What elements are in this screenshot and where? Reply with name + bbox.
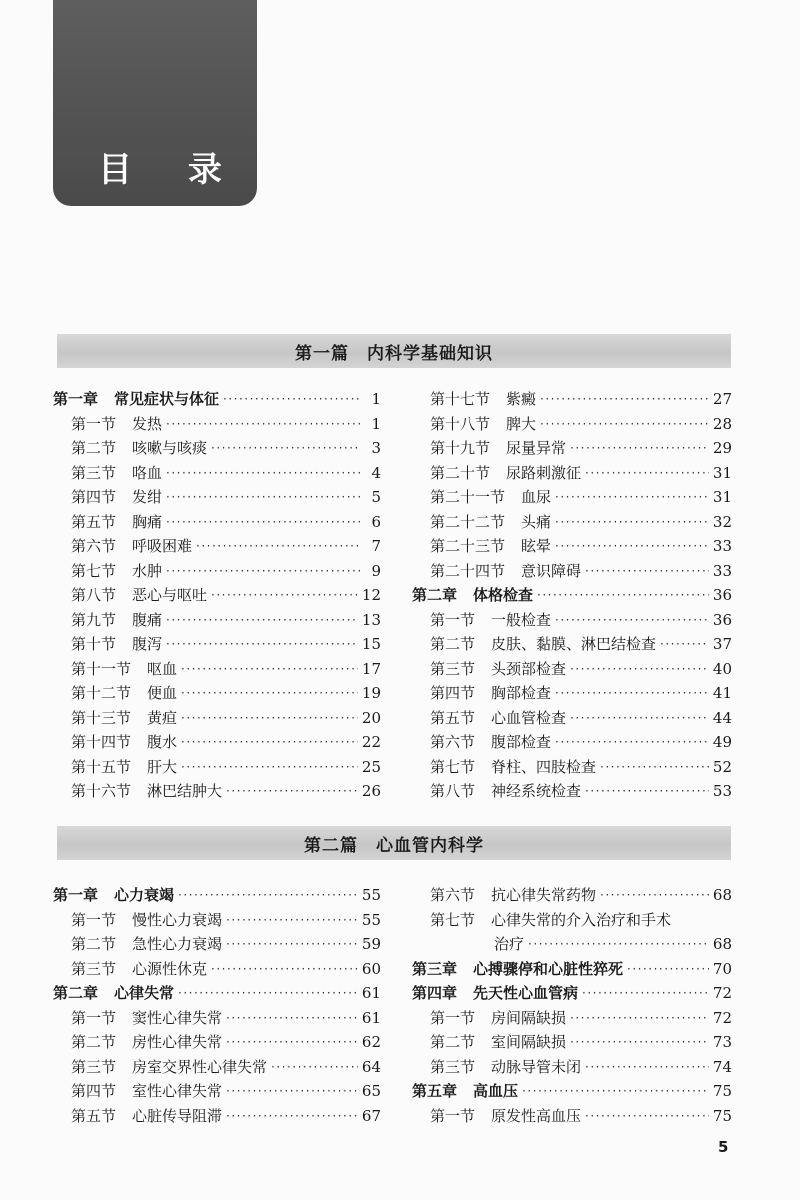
leader-dots — [211, 437, 361, 459]
entry-title: 常见症状与体征 — [114, 390, 220, 408]
entry-label: 第二十一节 — [430, 488, 506, 506]
entry-title: 腹水 — [147, 733, 178, 751]
toc-chapter-entry[interactable] — [412, 958, 732, 980]
entry-page-number: 26 — [361, 782, 381, 800]
entry-label: 第一章 — [53, 390, 99, 408]
leader-dots — [660, 633, 709, 655]
entry-title: 淋巴结肿大 — [147, 782, 223, 800]
entry-page-number: 6 — [371, 512, 381, 531]
leader-dots — [223, 388, 361, 410]
entry-label: 第二章 — [412, 586, 458, 604]
entry-title: 紫癜 — [506, 390, 537, 408]
leader-dots — [585, 1105, 709, 1127]
entry-page-number: 33 — [712, 561, 732, 580]
entry-title: 血尿 — [521, 488, 552, 506]
entry-title: 头痛 — [521, 512, 552, 531]
entry-page-number: 12 — [361, 586, 381, 604]
entry-label: 第三节 — [71, 959, 117, 978]
entry-label: 第三节 — [430, 659, 476, 678]
toc-section-entry[interactable] — [53, 486, 381, 508]
toc-heading: 目 录 — [98, 150, 244, 190]
entry-page-number: 36 — [712, 610, 732, 629]
toc-section-entry[interactable] — [412, 909, 732, 931]
entry-page-number: 28 — [712, 414, 732, 433]
leader-dots — [181, 756, 358, 778]
entry-label: 第二节 — [71, 439, 117, 457]
entry-page-number: 67 — [361, 1106, 381, 1125]
entry-page-number: 40 — [712, 659, 732, 678]
entry-page-number: 59 — [361, 935, 381, 953]
leader-dots — [570, 1007, 709, 1029]
entry-page-number: 31 — [712, 488, 732, 506]
entry-title: 呕血 — [147, 659, 178, 678]
entry-page-number: 20 — [361, 708, 381, 727]
leader-dots — [166, 609, 358, 631]
entry-title: 室性心律失常 — [132, 1082, 223, 1100]
leader-dots — [540, 413, 709, 435]
entry-label: 第二节 — [71, 935, 117, 953]
toc-section-entry[interactable] — [412, 388, 732, 410]
toc-section-entry[interactable] — [412, 511, 732, 533]
entry-title: 慢性心力衰竭 — [132, 910, 223, 929]
entry-page-number: 32 — [712, 512, 732, 531]
entry-title: 便血 — [147, 684, 178, 702]
entry-title: 原发性高血压 — [491, 1106, 582, 1125]
toc-section-entry[interactable] — [53, 1031, 381, 1053]
toc-section-entry[interactable] — [412, 756, 732, 778]
toc-section-entry[interactable] — [412, 1031, 732, 1053]
entry-page-number: 72 — [712, 984, 732, 1002]
entry-page-number: 60 — [361, 959, 381, 978]
entry-title: 心搏骤停和心脏性猝死 — [473, 959, 624, 978]
entry-page-number: 53 — [712, 782, 732, 800]
entry-label: 第十节 — [71, 635, 117, 653]
entry-label: 第一节 — [430, 1008, 476, 1027]
entry-page-number: 55 — [361, 910, 381, 929]
entry-title: 尿路刺激征 — [506, 463, 582, 482]
entry-page-number: 1 — [371, 414, 381, 433]
toc-section-entry[interactable] — [412, 413, 732, 435]
leader-dots — [555, 731, 709, 753]
entry-page-number: 9 — [371, 561, 381, 580]
entry-page-number: 70 — [712, 959, 732, 978]
toc-chapter-entry[interactable] — [412, 584, 732, 606]
part-one-header — [57, 334, 731, 368]
toc-section-entry[interactable] — [412, 462, 732, 484]
leader-dots — [226, 1080, 358, 1102]
entry-title: 高血压 — [473, 1082, 519, 1100]
entry-title: 房室交界性心律失常 — [132, 1057, 268, 1076]
entry-label: 第三节 — [71, 1057, 117, 1076]
entry-page-number: 62 — [361, 1033, 381, 1051]
entry-label: 第二节 — [71, 1033, 117, 1051]
toc-section-entry[interactable] — [53, 560, 381, 582]
toc-section-entry[interactable] — [412, 884, 732, 906]
entry-title: 房间隔缺损 — [491, 1008, 567, 1027]
entry-title: 恶心与呕吐 — [132, 586, 208, 604]
entry-label: 第五章 — [412, 1082, 458, 1100]
toc-chapter-entry[interactable] — [412, 1080, 732, 1102]
entry-page-number: 73 — [712, 1033, 732, 1051]
entry-title: 胸痛 — [132, 512, 163, 531]
leader-dots — [271, 1056, 358, 1078]
entry-page-number: 33 — [712, 537, 732, 555]
entry-title: 体格检查 — [473, 586, 534, 604]
leader-dots — [226, 933, 358, 955]
leader-dots — [570, 658, 709, 680]
entry-page-number: 65 — [361, 1082, 381, 1100]
entry-label: 第九节 — [71, 610, 117, 629]
leader-dots — [226, 780, 358, 802]
entry-label: 第五节 — [71, 1106, 117, 1125]
entry-title: 胸部检查 — [491, 684, 552, 702]
leader-dots — [181, 658, 358, 680]
leader-dots — [582, 982, 709, 1004]
leader-dots — [627, 958, 709, 980]
leader-dots — [600, 884, 709, 906]
entry-page-number: 7 — [371, 537, 381, 555]
leader-dots — [181, 707, 358, 729]
entry-label: 第二十二节 — [430, 512, 506, 531]
toc-section-entry[interactable] — [53, 511, 381, 533]
entry-page-number: 61 — [361, 1008, 381, 1027]
leader-dots — [555, 511, 709, 533]
entry-title: 心律失常的介入治疗和手术 — [491, 910, 672, 929]
leader-dots — [570, 437, 709, 459]
entry-label: 第七节 — [71, 561, 117, 580]
entry-title: 急性心力衰竭 — [132, 935, 223, 953]
leader-dots — [181, 682, 358, 704]
entry-label: 第一节 — [71, 414, 117, 433]
entry-title: 脊柱、四肢检查 — [491, 757, 597, 776]
entry-page-number: 1 — [371, 390, 381, 408]
toc-section-entry[interactable] — [53, 933, 381, 955]
entry-label: 第十二节 — [71, 684, 132, 702]
entry-page-number: 15 — [361, 635, 381, 653]
toc-section-entry[interactable] — [53, 780, 381, 802]
toc-section-entry[interactable] — [53, 1105, 381, 1127]
leader-dots — [166, 511, 361, 533]
entry-label: 第十四节 — [71, 733, 132, 751]
entry-page-number: 31 — [712, 463, 732, 482]
leader-dots — [537, 584, 709, 606]
entry-label: 第六节 — [430, 886, 476, 904]
leader-dots — [585, 560, 709, 582]
entry-label: 第一章 — [53, 886, 99, 904]
entry-label: 第十八节 — [430, 414, 491, 433]
toc-section-entry[interactable] — [412, 658, 732, 680]
entry-title: 头颈部检查 — [491, 659, 567, 678]
entry-page-number: 19 — [361, 684, 381, 702]
toc-chapter-entry[interactable] — [412, 982, 732, 1004]
toc-section-entry[interactable] — [53, 609, 381, 631]
leader-dots — [226, 1007, 358, 1029]
toc-section-entry[interactable] — [53, 535, 381, 557]
leader-dots — [211, 584, 358, 606]
entry-page-number: 72 — [712, 1008, 732, 1027]
leader-dots — [226, 1105, 358, 1127]
entry-label: 第二章 — [53, 984, 99, 1002]
toc-section-entry[interactable] — [412, 780, 732, 802]
entry-title: 心源性休克 — [132, 959, 208, 978]
entry-title: 意识障碍 — [521, 561, 582, 580]
toc-chapter-entry[interactable] — [53, 884, 381, 906]
entry-label: 第一节 — [71, 910, 117, 929]
entry-label: 第四节 — [71, 488, 117, 506]
leader-dots — [166, 413, 361, 435]
entry-label: 第十七节 — [430, 390, 491, 408]
entry-page-number: 36 — [712, 586, 732, 604]
toc-section-entry[interactable] — [53, 1056, 381, 1078]
entry-page-number: 68 — [712, 886, 732, 904]
entry-label: 第二节 — [430, 635, 476, 653]
leader-dots — [585, 1056, 709, 1078]
entry-page-number: 68 — [712, 935, 732, 953]
entry-page-number: 75 — [712, 1082, 732, 1100]
entry-title: 治疗 — [494, 935, 525, 953]
leader-dots — [555, 486, 709, 508]
entry-page-number: 44 — [712, 708, 732, 727]
toc-section-entry[interactable] — [53, 756, 381, 778]
toc-section-entry[interactable] — [412, 437, 732, 459]
leader-dots — [570, 1031, 709, 1053]
part-two-title: 第二篇 心血管内科学 — [304, 835, 484, 856]
entry-title: 先天性心血管病 — [473, 984, 579, 1002]
entry-title: 腹泻 — [132, 635, 163, 653]
toc-section-entry[interactable] — [412, 933, 732, 955]
leader-dots — [585, 780, 709, 802]
entry-title: 心力衰竭 — [114, 886, 175, 904]
entry-label: 第三章 — [412, 959, 458, 978]
entry-label: 第六节 — [71, 537, 117, 555]
toc-section-entry[interactable] — [412, 535, 732, 557]
toc-section-entry[interactable] — [53, 909, 381, 931]
toc-section-entry[interactable] — [412, 1056, 732, 1078]
entry-label: 第二十节 — [430, 463, 491, 482]
entry-label: 第六节 — [430, 733, 476, 751]
entry-label: 第十一节 — [71, 659, 132, 678]
leader-dots — [178, 884, 358, 906]
entry-label: 第八节 — [430, 782, 476, 800]
toc-section-entry[interactable] — [53, 462, 381, 484]
entry-title: 腹部检查 — [491, 733, 552, 751]
entry-title: 一般检查 — [491, 610, 552, 629]
entry-page-number: 75 — [712, 1106, 732, 1125]
toc-section-entry[interactable] — [412, 731, 732, 753]
entry-title: 眩晕 — [521, 537, 552, 555]
entry-title: 皮肤、黏膜、淋巴结检查 — [491, 635, 657, 653]
leader-dots — [226, 909, 358, 931]
toc-section-entry[interactable] — [412, 486, 732, 508]
entry-label: 第一节 — [430, 610, 476, 629]
entry-page-number: 25 — [361, 757, 381, 776]
toc-section-entry[interactable] — [412, 682, 732, 704]
entry-title: 心脏传导阻滞 — [132, 1106, 223, 1125]
part-one-title: 第一篇 内科学基础知识 — [295, 343, 493, 364]
entry-label: 第三节 — [71, 463, 117, 482]
entry-title: 室间隔缺损 — [491, 1033, 567, 1051]
leader-dots — [196, 535, 361, 557]
entry-page-number: 55 — [361, 886, 381, 904]
entry-label: 第二十四节 — [430, 561, 506, 580]
entry-page-number: 52 — [712, 757, 732, 776]
entry-title: 咳嗽与咳痰 — [132, 439, 208, 457]
entry-label: 第一节 — [71, 1008, 117, 1027]
leader-dots — [226, 1031, 358, 1053]
toc-section-entry[interactable] — [53, 958, 381, 980]
entry-page-number: 74 — [712, 1057, 732, 1076]
leader-dots — [181, 731, 358, 753]
leader-dots — [166, 462, 361, 484]
entry-title: 脾大 — [506, 414, 537, 433]
entry-title: 肝大 — [147, 757, 178, 776]
entry-label: 第一节 — [430, 1106, 476, 1125]
toc-section-entry[interactable] — [53, 437, 381, 459]
toc-section-entry[interactable] — [412, 1007, 732, 1029]
entry-label: 第七节 — [430, 910, 476, 929]
entry-label: 第七节 — [430, 757, 476, 776]
leader-dots — [178, 982, 358, 1004]
entry-page-number: 29 — [712, 439, 732, 457]
entry-title: 发热 — [132, 414, 163, 433]
leader-dots — [555, 609, 709, 631]
entry-title: 动脉导管未闭 — [491, 1057, 582, 1076]
entry-label: 第四章 — [412, 984, 458, 1002]
entry-label: 第四节 — [430, 684, 476, 702]
toc-section-entry[interactable] — [53, 1080, 381, 1102]
leader-dots — [166, 560, 361, 582]
entry-page-number: 61 — [361, 984, 381, 1002]
entry-title: 抗心律失常药物 — [491, 886, 597, 904]
part-two-header — [57, 826, 731, 860]
toc-section-entry[interactable] — [53, 682, 381, 704]
entry-page-number: 37 — [712, 635, 732, 653]
entry-page-number: 13 — [361, 610, 381, 629]
entry-page-number: 5 — [371, 488, 381, 506]
toc-section-entry[interactable] — [53, 731, 381, 753]
entry-title: 腹痛 — [132, 610, 163, 629]
toc-section-entry[interactable] — [412, 560, 732, 582]
entry-label: 第五节 — [430, 708, 476, 727]
entry-page-number: 64 — [361, 1057, 381, 1076]
entry-title: 发绀 — [132, 488, 163, 506]
leader-dots — [166, 633, 358, 655]
toc-chapter-entry[interactable] — [53, 982, 381, 1004]
entry-title: 窦性心律失常 — [132, 1008, 223, 1027]
entry-label: 第十三节 — [71, 708, 132, 727]
toc-section-entry[interactable] — [412, 609, 732, 631]
entry-label: 第十六节 — [71, 782, 132, 800]
entry-title: 黄疸 — [147, 708, 178, 727]
entry-page-number: 49 — [712, 733, 732, 751]
toc-section-entry[interactable] — [53, 707, 381, 729]
entry-label: 第二节 — [430, 1033, 476, 1051]
entry-title: 尿量异常 — [506, 439, 567, 457]
toc-section-entry[interactable] — [412, 707, 732, 729]
toc-section-entry[interactable] — [412, 633, 732, 655]
entry-page-number: 22 — [361, 733, 381, 751]
page-number: 5 — [718, 1138, 729, 1156]
entry-title: 呼吸困难 — [132, 537, 193, 555]
entry-label: 第十九节 — [430, 439, 491, 457]
entry-title: 神经系统检查 — [491, 782, 582, 800]
entry-page-number: 41 — [712, 684, 732, 702]
entry-title: 咯血 — [132, 463, 163, 482]
entry-page-number: 27 — [712, 390, 732, 408]
leader-dots — [570, 707, 709, 729]
toc-section-entry[interactable] — [53, 413, 381, 435]
entry-label: 第三节 — [430, 1057, 476, 1076]
toc-section-entry[interactable] — [53, 1007, 381, 1029]
leader-dots — [585, 462, 709, 484]
leader-dots — [211, 958, 358, 980]
entry-label: 第八节 — [71, 586, 117, 604]
entry-page-number: 3 — [371, 439, 381, 457]
entry-page-number: 4 — [371, 463, 381, 482]
toc-section-entry[interactable] — [53, 584, 381, 606]
toc-chapter-entry[interactable] — [53, 388, 381, 410]
leader-dots — [555, 682, 709, 704]
leader-dots — [555, 535, 709, 557]
entry-title: 心律失常 — [114, 984, 175, 1002]
entry-page-number: 17 — [361, 659, 381, 678]
entry-label: 第二十三节 — [430, 537, 506, 555]
entry-title: 房性心律失常 — [132, 1033, 223, 1051]
entry-label: 第四节 — [71, 1082, 117, 1100]
entry-label: 第五节 — [71, 512, 117, 531]
leader-dots — [600, 756, 709, 778]
toc-section-entry[interactable] — [53, 633, 381, 655]
leader-dots — [522, 1080, 709, 1102]
leader-dots — [166, 486, 361, 508]
entry-label: 第十五节 — [71, 757, 132, 776]
entry-title: 水肿 — [132, 561, 163, 580]
toc-section-entry[interactable] — [412, 1105, 732, 1127]
leader-dots — [528, 933, 709, 955]
entry-title: 心血管检查 — [491, 708, 567, 727]
leader-dots — [540, 388, 709, 410]
toc-section-entry[interactable] — [53, 658, 381, 680]
